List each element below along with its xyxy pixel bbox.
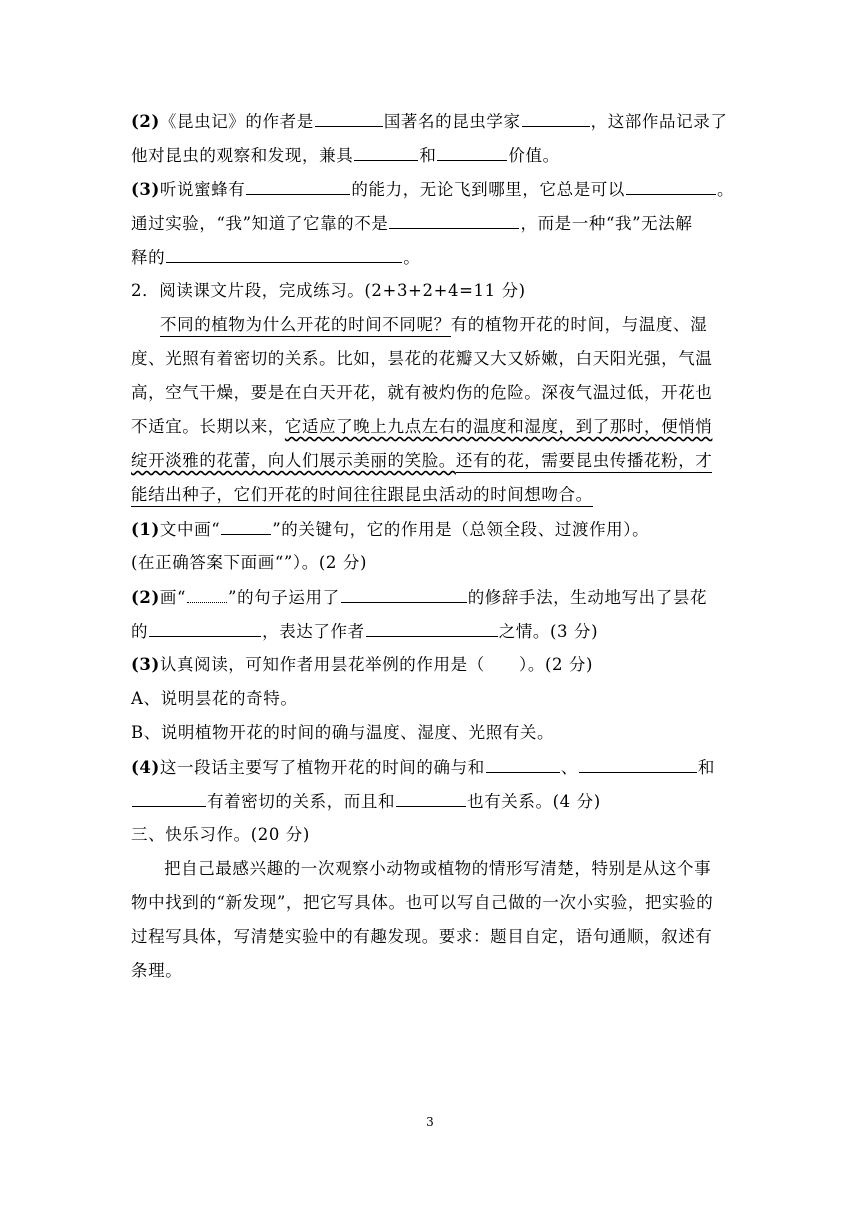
answer-blank: [221, 512, 271, 535]
answer-blank[interactable]: [437, 138, 507, 161]
question-3-line-1: [131, 172, 734, 206]
passage-line-6: 能结出种子，它们开花的时间往往跟昆虫活动的时间想吻合。: [131, 478, 593, 512]
option-b: B、说明植物开花的时间的确与温度、湿度、光照有关。: [131, 723, 555, 742]
question-text: 他对昆虫的观察和发现，兼具: [131, 146, 354, 165]
answer-blank[interactable]: [626, 172, 716, 195]
question-3-line-3: [131, 240, 420, 274]
essay-line-1: 把自己最感兴趣的一次观察小动物或植物的情形写清楚，特别是从这个事: [164, 859, 712, 878]
passage-line-5: 绽开淡雅的花蕾，向人们展示美丽的笑脸。还有的花，需要昆虫传播花粉，才: [131, 444, 712, 478]
question-text: 价值。: [508, 146, 560, 165]
reading-question-2-line-1: (2)画“ ”的句子运用了 的修辞手法，生动地写出了昙花: [131, 580, 707, 614]
question-text: 听说蜜蜂有: [159, 180, 246, 199]
passage-line-3: 高，空气干燥，要是在白天开花，就有被灼伤的危险。深夜气温过低，开花也: [131, 383, 713, 402]
reading-question-1-note: (在正确答案下面画“”）。(2 分): [131, 553, 367, 572]
wavy-mark: [187, 580, 227, 603]
question-3-line-2: [131, 206, 692, 240]
answer-blank[interactable]: [354, 138, 418, 161]
section-2-heading: 2．阅读课文片段，完成练习。(2+3+2+4=11 分): [131, 281, 526, 300]
question-2-line-2: [131, 138, 560, 172]
answer-blank[interactable]: [579, 750, 697, 773]
answer-blank[interactable]: [486, 750, 560, 773]
question-number: (2): [131, 112, 160, 131]
question-text: 国著名的昆虫学家: [383, 112, 521, 131]
answer-blank[interactable]: [396, 784, 466, 807]
reading-question-2-line-2: 的 ，表达了作者 之情。(3 分): [131, 614, 598, 648]
section-3-heading: 三、快乐习作。(20 分): [131, 825, 310, 844]
question-text: ，而是一种“我”无法解: [520, 214, 693, 233]
option-a: A、说明昙花的奇特。: [131, 689, 298, 708]
wavy-sentence: 绽开淡雅的花蕾，向人们展示美丽的笑脸。: [131, 451, 456, 470]
question-text: 的能力，无论飞到哪里，它总是可以: [351, 180, 626, 199]
answer-blank[interactable]: [389, 206, 519, 229]
question-2-line-1: [131, 104, 727, 138]
answer-blank[interactable]: [166, 240, 402, 263]
question-text: 。: [717, 180, 735, 199]
question-text: 《昆虫记》的作者是: [159, 112, 314, 131]
key-sentence: 不同的植物为什么开花的时间不同呢？: [160, 315, 451, 337]
page-number: 3: [426, 1115, 434, 1129]
question-text: 。: [403, 248, 421, 267]
answer-blank[interactable]: [522, 104, 590, 127]
answer-blank[interactable]: [341, 580, 467, 603]
essay-line-3: 过程写具体，写清楚实验中的有趣发现。要求：题目自定，语句通顺，叙述有: [131, 927, 713, 946]
reading-question-4-line-1: (4)这一段话主要写了植物开花的时间的确与和 、 和: [131, 750, 715, 784]
answer-blank[interactable]: [132, 784, 206, 807]
answer-blank[interactable]: [246, 172, 350, 195]
question-number: (3): [131, 180, 160, 199]
question-text: 释的: [131, 248, 166, 267]
answer-blank[interactable]: [366, 614, 498, 637]
passage-line-1: 不同的植物为什么开花的时间不同呢？有的植物开花的时间，与温度、湿: [160, 308, 707, 342]
essay-line-2: 物中找到的“新发现”，把它写具体。也可以写自己做的一次小实验，把实验的: [131, 893, 714, 912]
answer-blank[interactable]: [315, 104, 383, 127]
question-text: 和: [419, 146, 437, 165]
reading-question-3: (3)认真阅读，可知作者用昙花举例的作用是（ ）。(2 分): [131, 655, 594, 674]
question-text: 通过实验，“我”知道了它靠的不是: [131, 214, 389, 233]
essay-line-4: 条理。: [131, 961, 183, 980]
answer-blank[interactable]: [149, 614, 261, 637]
reading-question-1: (1)文中画“ ”的关键句，它的作用是（总领全段、过渡作用）。: [131, 512, 649, 546]
passage-line-2: 度、光照有着密切的关系。比如，昙花的花瓣又大又娇嫩，白天阳光强，气温: [131, 349, 713, 368]
question-text: ，这部作品记录了: [590, 112, 728, 131]
reading-question-4-line-2: 有着密切的关系，而且和 也有关系。(4 分): [131, 784, 601, 818]
wavy-sentence: 它适应了晚上九点左右的温度和湿度，到了那时，便悄悄: [284, 417, 713, 436]
passage-line-4: 不适宜。长期以来，它适应了晚上九点左右的温度和湿度，到了那时，便悄悄: [131, 417, 713, 436]
